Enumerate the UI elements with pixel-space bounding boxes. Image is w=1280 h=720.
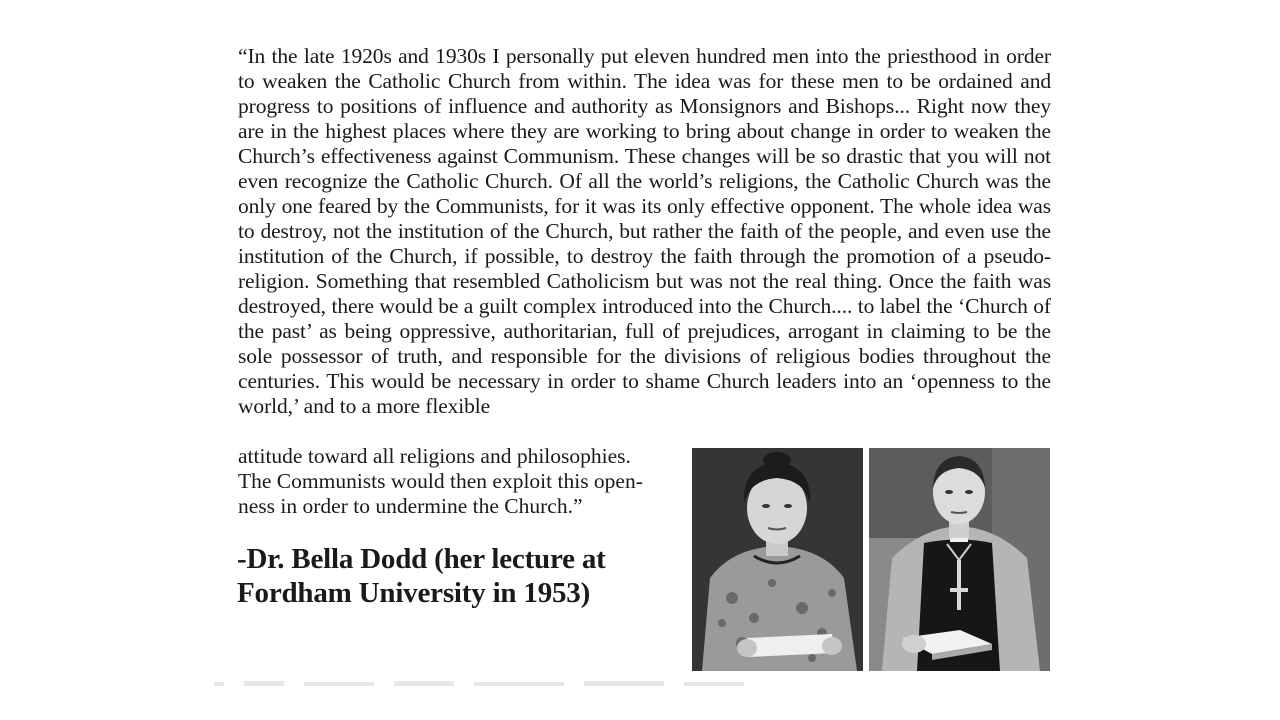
attribution [237, 542, 687, 610]
photo-woman [692, 448, 863, 671]
quote-continuation [238, 444, 688, 519]
photo-collage [692, 448, 1050, 671]
photo-divider [863, 448, 869, 671]
quote-line: The Communists would then exploit this open- [238, 469, 643, 493]
quote-line: attitude toward all religions and philosophies. [238, 444, 631, 468]
photo-bishop [869, 448, 1050, 671]
quote-paragraph: “In the late 1920s and 1930s I personally put eleven hundred men into the priesthood in order to weaken the Catholic Church from within. The idea was for these men to be ordained and progress to positions of influence and authority as Monsignors and Bishops... Right now they are in the highest places where they are working to bring about change in order to weaken the Church’s effectiveness against Communism. These changes will be so drastic that you will not even recognize the Catholic Church. Of all the world’s religions, the Catholic Church was the only one feared by the Communists, for it was its only effective opponent. The whole idea was to destroy, not the institution of the Church, but rather the faith of the people, and even use the institution of the Church, if possible, to destroy the faith through the promotion of a pseudo-religion. Something that resembled Catholicism but was not the real thing. Once the faith was destroyed, there would be a guilt complex introduced into the Church.... to label the ‘Church of the past’ as being oppressive, authoritarian, full of prejudices, arrogant in claiming to be the sole possessor of truth, and responsible for the divisions of religious bodies throughout the centuries. This would be necessary in order to shame Church leaders into an ‘openness to the world,’ and to a more flexible [238, 44, 1051, 418]
attribution-line-2: Fordham University in 1953) [237, 577, 591, 609]
faded-footer-text [214, 680, 774, 688]
quote-line: ness in order to undermine the Church.” [238, 494, 583, 518]
attribution-line-1: -Dr. Bella Dodd (her lecture at [237, 543, 606, 575]
